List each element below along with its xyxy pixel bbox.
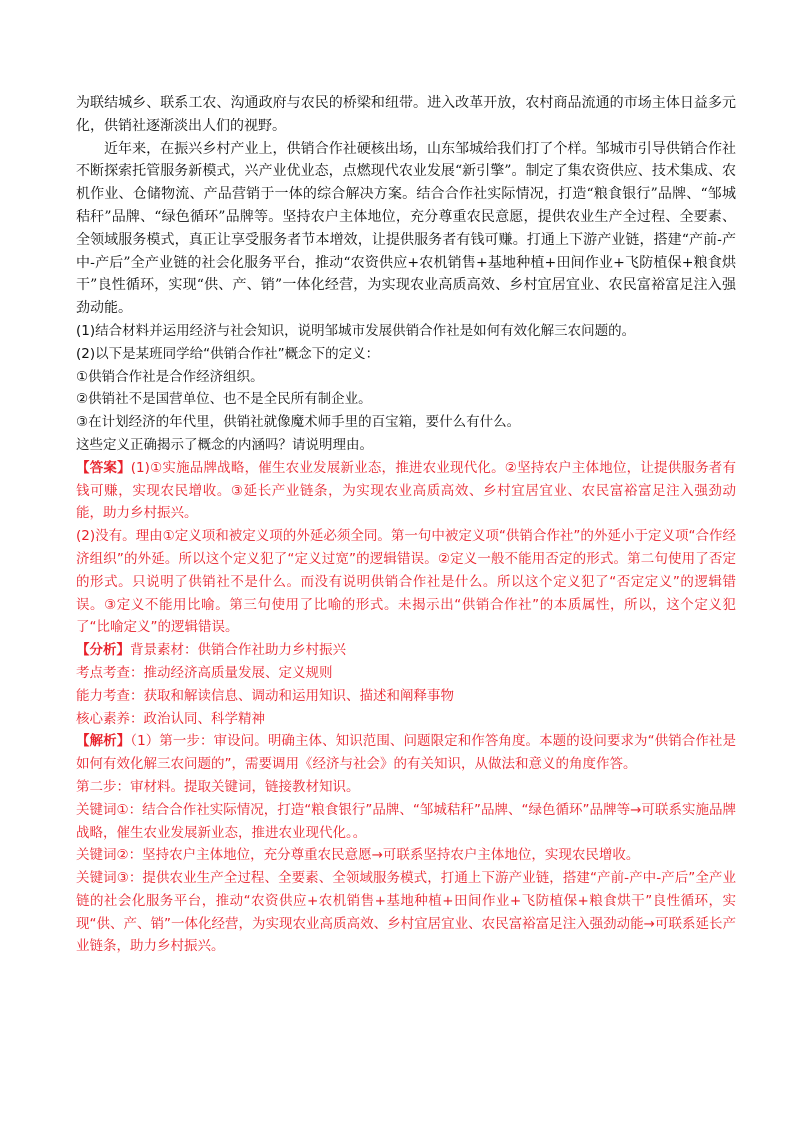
question-2: (2)以下是某班同学给“供销合作社”概念下的定义： <box>76 345 380 362</box>
explanation-tag: 【解析】 <box>76 733 131 750</box>
definition-3: ③在计划经济的年代里，供销社就像魔术师手里的百宝箱，要什么有什么。 <box>76 414 521 431</box>
analysis-background-text: 背景素材：供销合作社助力乡村振兴 <box>130 642 346 659</box>
analysis-points: 考点考查：推动经济高质量发展、定义规则 <box>76 664 333 681</box>
analysis-ability: 能力考查：获取和解读信息、调动和运用知识、描述和阐释事物 <box>76 687 454 704</box>
keyword-2: 关键词②：坚持农户主体地位，充分尊重农民意愿→可联系坚持农户主体地位，实现农民增收。 <box>76 847 640 864</box>
analysis-tag: 【分析】 <box>76 642 130 659</box>
answer-part-2: (2)没有。理由①定义项和被定义项的外延必须全同。第一句中被定义项“供销合作社”的外延小于定义项“合作经济组织”的外延。所以这个定义犯了“定义过宽”的逻辑错误。②定义一般不能用否定的形式。第二句使用了否定的形式。只说明了供销社不是什么。而没有说明供销合作社是什么。所以这个定义犯了“否定定义”的逻辑错误。③定义不能用比喻。第三句使用了比喻的形式。未揭示出“供销合作社”的本质属性，所以，这个定义犯了“比喻定义”的逻辑错误。 <box>76 528 736 636</box>
keyword-3: 关键词③：提供农业生产全过程、全要素、全领域服务模式，打通上下游产业链，搭建“产前-产中-产后”全产业链的社会化服务平台，推动“农资供应+农机销售+基地种植+田间作业+飞防植保+粮食烘干”良性循环，实现“供、产、销”一体化经营，为实现农业高质高效、乡村宜居宜业、农民富裕富足注入强劲动能→可联系延长产业链条，助力乡村振兴。 <box>76 870 736 955</box>
definition-1: ①供销合作社是合作经济组织。 <box>76 368 264 385</box>
answer-tag: 【答案】 <box>76 459 131 476</box>
explanation-step-2: 第二步：审材料。提取关键词，链接教材知识。 <box>76 778 360 795</box>
question-1: (1)结合材料并运用经济与社会知识，说明邹城市发展供销合作社是如何有效化解三农问题的。 <box>76 322 636 339</box>
explanation-step-1-text: （1）第一步：审设问。明确主体、知识范围、问题限定和作答角度。本题的设问要求为“供销合作社是如何有效化解三农问题的”，需要调用《经济与社会》的有关知识，从做法和意义的角度作答。 <box>76 733 736 773</box>
material-paragraph-1: 为联结城乡、联系工农、沟通政府与农民的桥梁和纽带。进入改革开放，农村商品流通的市场主体日益多元化，供销社逐渐淡出人们的视野。 <box>76 95 736 134</box>
answer-1-text: (1)①实施品牌战略，催生农业发展新业态，推进农业现代化。②坚持农户主体地位，让提供服务者有钱可赚，实现农民增收。③延长产业链条，为实现农业高质高效、乡村宜居宜业、农民富裕富足注入强劲动能，助力乡村振兴。 <box>76 459 736 522</box>
explanation-step-1 <box>76 730 736 776</box>
definition-2: ②供销社不是国营单位、也不是全民所有制企业。 <box>76 391 372 408</box>
keyword-1: 关键词①：结合合作社实际情况，打造“粮食银行”品牌、“邹城秸秆”品牌、“绿色循环”品牌等→可联系实施品牌战略，催生农业发展新业态，推进农业现代化。。 <box>76 801 736 841</box>
analysis-literacy: 核心素养：政治认同、科学精神 <box>76 710 265 727</box>
question-2-ask: 这些定义正确揭示了概念的内涵吗？请说明理由。 <box>76 436 373 453</box>
answer-part-1 <box>76 457 736 525</box>
material-paragraph-2: 近年来，在振兴乡村产业上，供销合作社硬核出场，山东邹城给我们打了个样。邹城市引导供销合作社不断探索托管服务新模式，兴产业优业态，点燃现代农业发展“新引擎”。制定了集农资供应、技术集成、农机作业、仓储物流、产品营销于一体的综合解决方案。结合合作社实际情况，打造“粮食银行”品牌、“邹城秸秆”品牌、“绿色循环”品牌等。坚持农户主体地位，充分尊重农民意愿，提供农业生产全过程、全要素、全领域服务模式，真正让享受服务者节本增效，让提供服务者有钱可赚。打通上下游产业链，搭建“产前-产中-产后”全产业链的社会化服务平台，推动“农资供应+农机销售+基地种植+田间作业+飞防植保+粮食烘干”良性循环，实现“供、产、销”一体化经营，为实现农业高质高效、乡村宜居宜业、农民富裕富足注入强劲动能。 <box>76 140 736 317</box>
analysis-background <box>76 639 736 662</box>
document-page <box>76 92 736 958</box>
